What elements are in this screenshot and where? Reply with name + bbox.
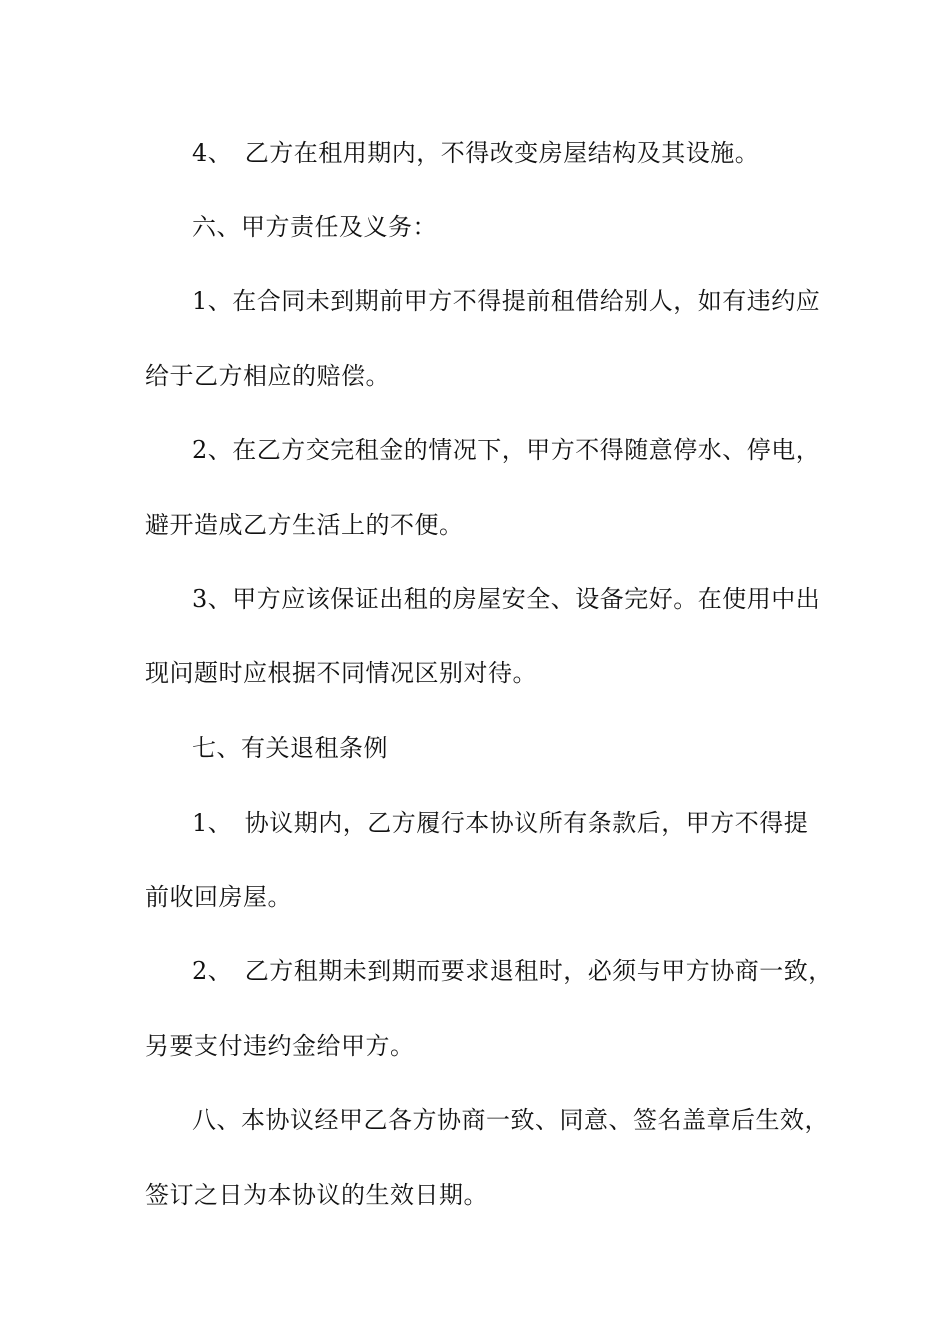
section-7-heading: 七、有关退租条例 [192, 734, 388, 762]
clause-6-item-3-line-2: 现问题时应根据不同情况区别对待。 [145, 659, 537, 687]
section-8-line-1: 八、本协议经甲乙各方协商一致、同意、签名盖章后生效， [192, 1106, 829, 1134]
clause-6-item-3-line-1: 3、甲方应该保证出租的房屋安全、设备完好。在使用中出 [192, 585, 821, 613]
clause-6-item-1-line-1: 1、在合同未到期前甲方不得提前租借给别人，如有违约应 [192, 287, 821, 315]
clause-6-item-2-line-2: 避开造成乙方生活上的不便。 [145, 511, 464, 539]
section-8-line-2: 签订之日为本协议的生效日期。 [145, 1181, 488, 1209]
clause-7-item-2-line-2: 另要支付违约金给甲方。 [145, 1032, 415, 1060]
clause-6-item-2-line-1: 2、在乙方交完租金的情况下，甲方不得随意停水、停电， [192, 436, 821, 464]
clause-7-item-2-line-1: 2、 乙方租期未到期而要求退租时，必须与甲方协商一致， [192, 957, 833, 985]
section-6-heading: 六、甲方责任及义务： [192, 213, 437, 241]
clause-7-item-1-line-1: 1、 协议期内，乙方履行本协议所有条款后，甲方不得提 [192, 809, 809, 837]
clause-7-item-1-line-2: 前收回房屋。 [145, 883, 292, 911]
clause-6-item-1-line-2: 给于乙方相应的赔偿。 [145, 362, 390, 390]
clause-5-item-4: 4、 乙方在租用期内，不得改变房屋结构及其设施。 [192, 139, 760, 167]
